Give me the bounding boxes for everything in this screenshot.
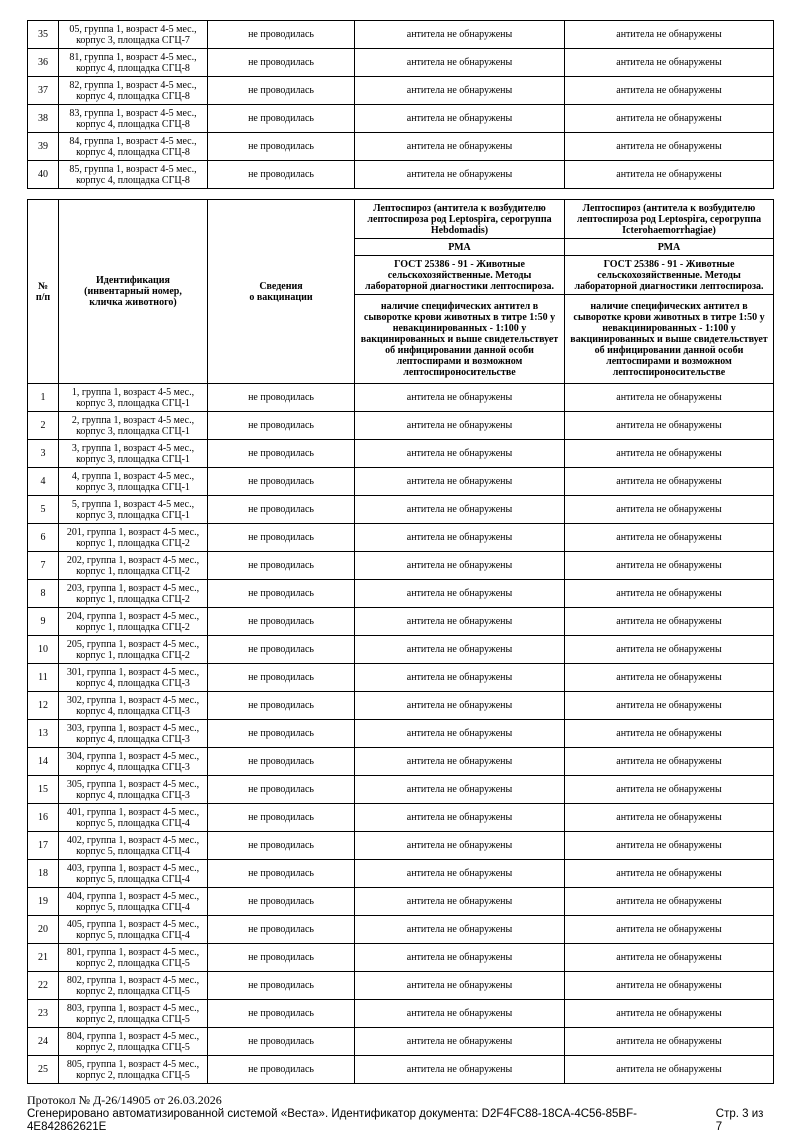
cell-vaccination: не проводилась bbox=[208, 860, 355, 888]
cell-result-hebdomadis: антитела не обнаружены bbox=[355, 412, 565, 440]
cell-result-hebdomadis: антитела не обнаружены bbox=[355, 860, 565, 888]
cell-result-icterohaemorrhagiae: антитела не обнаружены bbox=[565, 888, 774, 916]
table-row bbox=[28, 720, 774, 748]
cell-number: 39 bbox=[28, 133, 59, 161]
cell-result-hebdomadis: антитела не обнаружены bbox=[355, 77, 565, 105]
cell-vaccination: не проводилась bbox=[208, 1000, 355, 1028]
cell-result-icterohaemorrhagiae: антитела не обнаружены bbox=[565, 552, 774, 580]
table-row bbox=[28, 776, 774, 804]
table-row bbox=[28, 1028, 774, 1056]
table-row bbox=[28, 77, 774, 105]
header-vaccination: Сведения о вакцинации bbox=[208, 200, 355, 384]
cell-result-hebdomadis: антитела не обнаружены bbox=[355, 972, 565, 1000]
cell-number: 7 bbox=[28, 552, 59, 580]
table-row bbox=[28, 636, 774, 664]
cell-vaccination: не проводилась bbox=[208, 524, 355, 552]
header-method-2: РМА bbox=[565, 239, 774, 256]
table-row bbox=[28, 440, 774, 468]
cell-identification: 802, группа 1, возраст 4-5 мес., корпус 2, площадка СГЦ-5 bbox=[59, 972, 208, 1000]
cell-number: 10 bbox=[28, 636, 59, 664]
cell-result-hebdomadis: антитела не обнаружены bbox=[355, 133, 565, 161]
cell-vaccination: не проводилась bbox=[208, 636, 355, 664]
cell-identification: 803, группа 1, возраст 4-5 мес., корпус 2, площадка СГЦ-5 bbox=[59, 1000, 208, 1028]
cell-vaccination: не проводилась bbox=[208, 720, 355, 748]
cell-vaccination: не проводилась bbox=[208, 664, 355, 692]
cell-result-icterohaemorrhagiae: антитела не обнаружены bbox=[565, 77, 774, 105]
cell-result-icterohaemorrhagiae: антитела не обнаружены bbox=[565, 21, 774, 49]
cell-identification: 1, группа 1, возраст 4-5 мес., корпус 3, площадка СГЦ-1 bbox=[59, 384, 208, 412]
cell-result-icterohaemorrhagiae: антитела не обнаружены bbox=[565, 1000, 774, 1028]
header-number: № п/п bbox=[28, 200, 59, 384]
cell-result-icterohaemorrhagiae: антитела не обнаружены bbox=[565, 1028, 774, 1056]
cell-result-icterohaemorrhagiae: антитела не обнаружены bbox=[565, 412, 774, 440]
cell-result-hebdomadis: антитела не обнаружены bbox=[355, 468, 565, 496]
cell-vaccination: не проводилась bbox=[208, 888, 355, 916]
table-row bbox=[28, 49, 774, 77]
header-test-hebdomadis: Лептоспироз (антитела к возбудителю лептоспироза род Leptospira, серогруппа Hebdomadis) bbox=[355, 200, 565, 239]
table-row bbox=[28, 972, 774, 1000]
cell-result-hebdomadis: антитела не обнаружены bbox=[355, 692, 565, 720]
cell-identification: 303, группа 1, возраст 4-5 мес., корпус 4, площадка СГЦ-3 bbox=[59, 720, 208, 748]
cell-identification: 05, группа 1, возраст 4-5 мес., корпус 3, площадка СГЦ-7 bbox=[59, 21, 208, 49]
cell-identification: 2, группа 1, возраст 4-5 мес., корпус 3, площадка СГЦ-1 bbox=[59, 412, 208, 440]
cell-number: 25 bbox=[28, 1056, 59, 1084]
cell-result-icterohaemorrhagiae: антитела не обнаружены bbox=[565, 636, 774, 664]
cell-result-hebdomadis: антитела не обнаружены bbox=[355, 664, 565, 692]
cell-identification: 804, группа 1, возраст 4-5 мес., корпус 2, площадка СГЦ-5 bbox=[59, 1028, 208, 1056]
footer-generated: Сгенерировано автоматизированной системой «Веста». Идентификатор документа: D2F4FC88-18CA-4C56-85BF-4E842862621E bbox=[27, 1108, 637, 1133]
cell-number: 38 bbox=[28, 105, 59, 133]
table-row bbox=[28, 608, 774, 636]
table-body-main bbox=[28, 384, 774, 1084]
cell-result-hebdomadis: антитела не обнаружены bbox=[355, 440, 565, 468]
cell-number: 18 bbox=[28, 860, 59, 888]
cell-identification: 403, группа 1, возраст 4-5 мес., корпус 5, площадка СГЦ-4 bbox=[59, 860, 208, 888]
cell-result-icterohaemorrhagiae: антитела не обнаружены bbox=[565, 524, 774, 552]
cell-vaccination: не проводилась bbox=[208, 105, 355, 133]
cell-number: 36 bbox=[28, 49, 59, 77]
cell-result-hebdomadis: антитела не обнаружены bbox=[355, 580, 565, 608]
cell-number: 24 bbox=[28, 1028, 59, 1056]
cell-identification: 82, группа 1, возраст 4-5 мес., корпус 4, площадка СГЦ-8 bbox=[59, 77, 208, 105]
cell-result-hebdomadis: антитела не обнаружены bbox=[355, 1000, 565, 1028]
cell-number: 4 bbox=[28, 468, 59, 496]
cell-result-icterohaemorrhagiae: антитела не обнаружены bbox=[565, 105, 774, 133]
table-row bbox=[28, 916, 774, 944]
cell-vaccination: не проводилась bbox=[208, 412, 355, 440]
cell-identification: 84, группа 1, возраст 4-5 мес., корпус 4, площадка СГЦ-8 bbox=[59, 133, 208, 161]
header-standard-2: ГОСТ 25386 - 91 - Животные сельскохозяйственные. Методы лабораторной диагностики лептоспироза. bbox=[565, 256, 774, 295]
cell-vaccination: не проводилась bbox=[208, 468, 355, 496]
table-row bbox=[28, 860, 774, 888]
cell-vaccination: не проводилась bbox=[208, 972, 355, 1000]
cell-result-hebdomadis: антитела не обнаружены bbox=[355, 496, 565, 524]
header-criteria-1: наличие специфических антител в сыворотке крови животных в титре 1:50 у невакцинированных - 1:100 у вакцинированных и выше свидетельствует об инфицировании данной особи лептоспирами и возможном лептоспироносительстве bbox=[355, 295, 565, 384]
cell-identification: 81, группа 1, возраст 4-5 мес., корпус 4, площадка СГЦ-8 bbox=[59, 49, 208, 77]
cell-identification: 201, группа 1, возраст 4-5 мес., корпус 1, площадка СГЦ-2 bbox=[59, 524, 208, 552]
cell-result-icterohaemorrhagiae: антитела не обнаружены bbox=[565, 748, 774, 776]
cell-vaccination: не проводилась bbox=[208, 748, 355, 776]
cell-vaccination: не проводилась bbox=[208, 161, 355, 189]
cell-vaccination: не проводилась bbox=[208, 804, 355, 832]
cell-result-icterohaemorrhagiae: антитела не обнаружены bbox=[565, 776, 774, 804]
cell-vaccination: не проводилась bbox=[208, 1028, 355, 1056]
table-row bbox=[28, 105, 774, 133]
cell-result-hebdomadis: антитела не обнаружены bbox=[355, 944, 565, 972]
cell-number: 1 bbox=[28, 384, 59, 412]
cell-number: 22 bbox=[28, 972, 59, 1000]
table-row bbox=[28, 1056, 774, 1084]
cell-result-icterohaemorrhagiae: антитела не обнаружены bbox=[565, 720, 774, 748]
cell-number: 21 bbox=[28, 944, 59, 972]
cell-identification: 404, группа 1, возраст 4-5 мес., корпус 5, площадка СГЦ-4 bbox=[59, 888, 208, 916]
cell-result-icterohaemorrhagiae: антитела не обнаружены bbox=[565, 916, 774, 944]
cell-number: 15 bbox=[28, 776, 59, 804]
table-row bbox=[28, 552, 774, 580]
cell-vaccination: не проводилась bbox=[208, 133, 355, 161]
cell-identification: 203, группа 1, возраст 4-5 мес., корпус 1, площадка СГЦ-2 bbox=[59, 580, 208, 608]
cell-result-icterohaemorrhagiae: антитела не обнаружены bbox=[565, 608, 774, 636]
cell-identification: 305, группа 1, возраст 4-5 мес., корпус 4, площадка СГЦ-3 bbox=[59, 776, 208, 804]
cell-result-icterohaemorrhagiae: антитела не обнаружены bbox=[565, 832, 774, 860]
cell-identification: 5, группа 1, возраст 4-5 мес., корпус 3, площадка СГЦ-1 bbox=[59, 496, 208, 524]
cell-number: 11 bbox=[28, 664, 59, 692]
header-standard-1: ГОСТ 25386 - 91 - Животные сельскохозяйственные. Методы лабораторной диагностики лептоспироза. bbox=[355, 256, 565, 295]
cell-number: 9 bbox=[28, 608, 59, 636]
cell-result-icterohaemorrhagiae: антитела не обнаружены bbox=[565, 860, 774, 888]
cell-vaccination: не проводилась bbox=[208, 552, 355, 580]
table-row bbox=[28, 832, 774, 860]
cell-vaccination: не проводилась bbox=[208, 77, 355, 105]
cell-identification: 3, группа 1, возраст 4-5 мес., корпус 3, площадка СГЦ-1 bbox=[59, 440, 208, 468]
table-row bbox=[28, 412, 774, 440]
results-table bbox=[27, 199, 774, 1084]
cell-result-hebdomadis: антитела не обнаружены bbox=[355, 608, 565, 636]
table-row bbox=[28, 133, 774, 161]
cell-identification: 85, группа 1, возраст 4-5 мес., корпус 4, площадка СГЦ-8 bbox=[59, 161, 208, 189]
cell-vaccination: не проводилась bbox=[208, 1056, 355, 1084]
cell-number: 40 bbox=[28, 161, 59, 189]
cell-result-icterohaemorrhagiae: антитела не обнаружены bbox=[565, 664, 774, 692]
table-row bbox=[28, 524, 774, 552]
table-row bbox=[28, 692, 774, 720]
table-row bbox=[28, 1000, 774, 1028]
cell-vaccination: не проводилась bbox=[208, 776, 355, 804]
cell-number: 2 bbox=[28, 412, 59, 440]
cell-identification: 805, группа 1, возраст 4-5 мес., корпус 2, площадка СГЦ-5 bbox=[59, 1056, 208, 1084]
results-table-continued bbox=[27, 20, 774, 189]
cell-result-hebdomadis: антитела не обнаружены bbox=[355, 21, 565, 49]
cell-result-hebdomadis: антитела не обнаружены bbox=[355, 776, 565, 804]
cell-identification: 205, группа 1, возраст 4-5 мес., корпус 1, площадка СГЦ-2 bbox=[59, 636, 208, 664]
cell-number: 12 bbox=[28, 692, 59, 720]
table-body-top bbox=[28, 21, 774, 189]
header-test-icterohaemorrhagiae: Лептоспироз (антитела к возбудителю лептоспироза род Leptospira, серогруппа Icterohaemorrhagiae) bbox=[565, 200, 774, 239]
cell-result-icterohaemorrhagiae: антитела не обнаружены bbox=[565, 580, 774, 608]
cell-vaccination: не проводилась bbox=[208, 21, 355, 49]
table-row bbox=[28, 804, 774, 832]
cell-number: 13 bbox=[28, 720, 59, 748]
table-row bbox=[28, 748, 774, 776]
cell-vaccination: не проводилась bbox=[208, 384, 355, 412]
table-row bbox=[28, 580, 774, 608]
header-identification: Идентификация (инвентарный номер, кличка животного) bbox=[59, 200, 208, 384]
table-row bbox=[28, 384, 774, 412]
cell-result-icterohaemorrhagiae: антитела не обнаружены bbox=[565, 972, 774, 1000]
cell-number: 20 bbox=[28, 916, 59, 944]
cell-result-hebdomadis: антитела не обнаружены bbox=[355, 888, 565, 916]
cell-result-icterohaemorrhagiae: антитела не обнаружены bbox=[565, 133, 774, 161]
cell-identification: 204, группа 1, возраст 4-5 мес., корпус 1, площадка СГЦ-2 bbox=[59, 608, 208, 636]
cell-result-hebdomadis: антитела не обнаружены bbox=[355, 524, 565, 552]
cell-result-hebdomadis: антитела не обнаружены bbox=[355, 832, 565, 860]
table-row bbox=[28, 944, 774, 972]
cell-result-hebdomadis: антитела не обнаружены bbox=[355, 552, 565, 580]
table-row bbox=[28, 664, 774, 692]
cell-vaccination: не проводилась bbox=[208, 692, 355, 720]
cell-result-hebdomadis: антитела не обнаружены bbox=[355, 49, 565, 77]
table-row bbox=[28, 161, 774, 189]
cell-identification: 304, группа 1, возраст 4-5 мес., корпус 4, площадка СГЦ-3 bbox=[59, 748, 208, 776]
cell-result-icterohaemorrhagiae: антитела не обнаружены bbox=[565, 944, 774, 972]
cell-result-hebdomadis: антитела не обнаружены bbox=[355, 384, 565, 412]
cell-identification: 202, группа 1, возраст 4-5 мес., корпус 1, площадка СГЦ-2 bbox=[59, 552, 208, 580]
cell-result-hebdomadis: антитела не обнаружены bbox=[355, 720, 565, 748]
cell-vaccination: не проводилась bbox=[208, 916, 355, 944]
cell-vaccination: не проводилась bbox=[208, 49, 355, 77]
table-row bbox=[28, 888, 774, 916]
cell-result-icterohaemorrhagiae: антитела не обнаружены bbox=[565, 1056, 774, 1084]
cell-result-icterohaemorrhagiae: антитела не обнаружены bbox=[565, 468, 774, 496]
cell-result-icterohaemorrhagiae: антитела не обнаружены bbox=[565, 384, 774, 412]
cell-number: 23 bbox=[28, 1000, 59, 1028]
cell-identification: 405, группа 1, возраст 4-5 мес., корпус 5, площадка СГЦ-4 bbox=[59, 916, 208, 944]
cell-result-hebdomadis: антитела не обнаружены bbox=[355, 1028, 565, 1056]
footer-bar bbox=[27, 1108, 773, 1134]
cell-result-hebdomadis: антитела не обнаружены bbox=[355, 1056, 565, 1084]
table-row bbox=[28, 496, 774, 524]
cell-result-icterohaemorrhagiae: антитела не обнаружены bbox=[565, 440, 774, 468]
cell-identification: 402, группа 1, возраст 4-5 мес., корпус 5, площадка СГЦ-4 bbox=[59, 832, 208, 860]
cell-vaccination: не проводилась bbox=[208, 608, 355, 636]
cell-number: 3 bbox=[28, 440, 59, 468]
table-row bbox=[28, 468, 774, 496]
cell-result-hebdomadis: антитела не обнаружены bbox=[355, 804, 565, 832]
cell-vaccination: не проводилась bbox=[208, 440, 355, 468]
cell-identification: 801, группа 1, возраст 4-5 мес., корпус 2, площадка СГЦ-5 bbox=[59, 944, 208, 972]
cell-result-icterohaemorrhagiae: антитела не обнаружены bbox=[565, 804, 774, 832]
cell-identification: 4, группа 1, возраст 4-5 мес., корпус 3, площадка СГЦ-1 bbox=[59, 468, 208, 496]
cell-identification: 301, группа 1, возраст 4-5 мес., корпус 4, площадка СГЦ-3 bbox=[59, 664, 208, 692]
cell-result-hebdomadis: антитела не обнаружены bbox=[355, 916, 565, 944]
cell-number: 16 bbox=[28, 804, 59, 832]
cell-result-hebdomadis: антитела не обнаружены bbox=[355, 161, 565, 189]
header-method-1: РМА bbox=[355, 239, 565, 256]
cell-identification: 83, группа 1, возраст 4-5 мес., корпус 4, площадка СГЦ-8 bbox=[59, 105, 208, 133]
cell-number: 35 bbox=[28, 21, 59, 49]
table-row bbox=[28, 21, 774, 49]
cell-vaccination: не проводилась bbox=[208, 580, 355, 608]
cell-number: 37 bbox=[28, 77, 59, 105]
cell-number: 5 bbox=[28, 496, 59, 524]
cell-identification: 302, группа 1, возраст 4-5 мес., корпус 4, площадка СГЦ-3 bbox=[59, 692, 208, 720]
footer-page-number: Стр. 3 из 7 bbox=[715, 1108, 764, 1133]
footer-protocol: Протокол № Д-26/14905 от 26.03.2026 bbox=[27, 1093, 222, 1107]
cell-number: 17 bbox=[28, 832, 59, 860]
cell-result-icterohaemorrhagiae: антитела не обнаружены bbox=[565, 49, 774, 77]
cell-number: 8 bbox=[28, 580, 59, 608]
cell-result-hebdomadis: антитела не обнаружены bbox=[355, 748, 565, 776]
header-criteria-2: наличие специфических антител в сыворотке крови животных в титре 1:50 у невакцинированных - 1:100 у вакцинированных и выше свидетельствует об инфицировании данной особи лептоспирами и возможном лептоспироносительстве bbox=[565, 295, 774, 384]
table-header bbox=[28, 200, 774, 384]
cell-vaccination: не проводилась bbox=[208, 832, 355, 860]
cell-number: 6 bbox=[28, 524, 59, 552]
cell-vaccination: не проводилась bbox=[208, 944, 355, 972]
cell-vaccination: не проводилась bbox=[208, 496, 355, 524]
cell-identification: 401, группа 1, возраст 4-5 мес., корпус 5, площадка СГЦ-4 bbox=[59, 804, 208, 832]
cell-result-icterohaemorrhagiae: антитела не обнаружены bbox=[565, 692, 774, 720]
cell-result-icterohaemorrhagiae: антитела не обнаружены bbox=[565, 496, 774, 524]
cell-result-hebdomadis: антитела не обнаружены bbox=[355, 105, 565, 133]
cell-number: 14 bbox=[28, 748, 59, 776]
cell-result-icterohaemorrhagiae: антитела не обнаружены bbox=[565, 161, 774, 189]
cell-result-hebdomadis: антитела не обнаружены bbox=[355, 636, 565, 664]
cell-number: 19 bbox=[28, 888, 59, 916]
